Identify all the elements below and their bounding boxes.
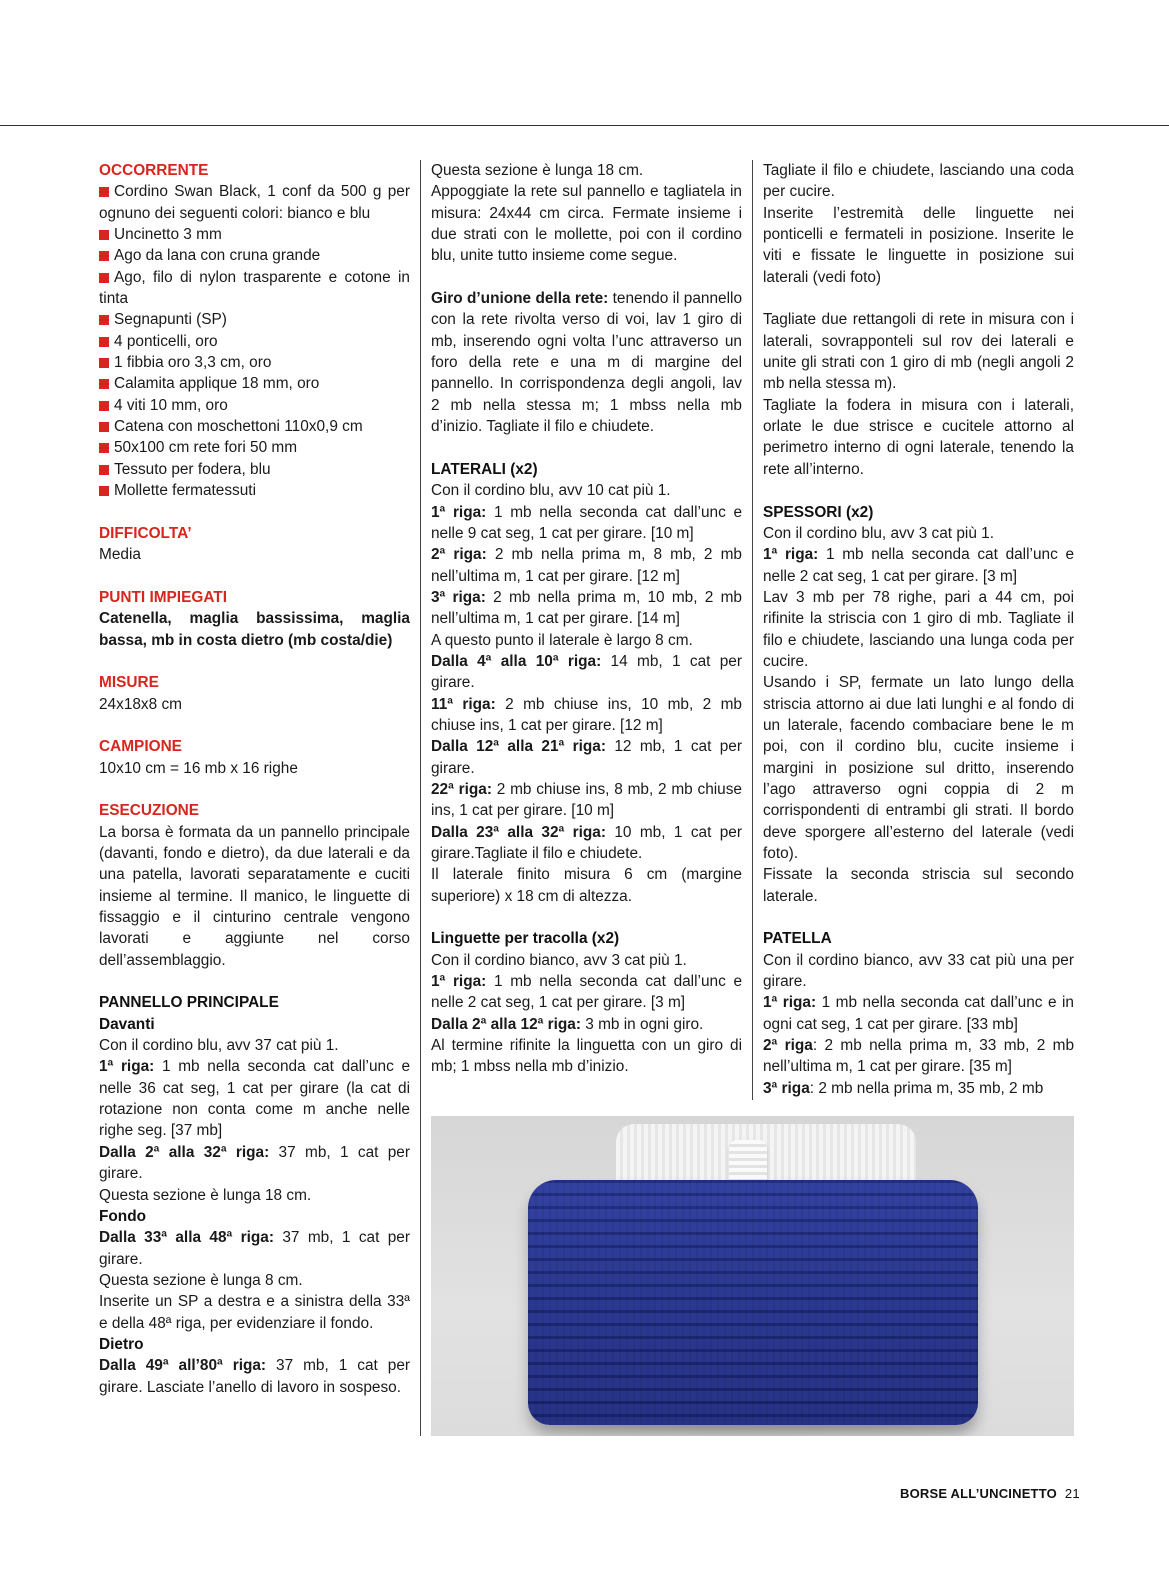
linguette-line-1: Con il cordino bianco, avv 3 cat più 1.: [431, 951, 687, 969]
red-square-bullet-icon: [99, 187, 109, 197]
spessori-line-1: Con il cordino blu, avv 3 cat più 1.: [763, 524, 994, 542]
red-square-bullet-icon: [99, 379, 109, 389]
occorrente-heading: OCCORRENTE: [99, 162, 209, 179]
red-square-bullet-icon: [99, 315, 109, 325]
linguette-heading: Linguette per tracolla (x2): [431, 930, 620, 948]
esecuzione-text: La borsa è formata da un pannello principale (davanti, fondo e dietro), da due laterali e da una patella, lavorati separatamente e cuciti insieme al termine. Il manico, le linguette di fissaggio e il cinturino centrale vengono lavorati e aggiunte nel corso dell’assemblaggio.: [99, 823, 410, 969]
material-item: Mollette fermatessuti: [99, 480, 410, 501]
column-2: [431, 160, 742, 1078]
punti-heading: PUNTI IMPIEGATI: [99, 588, 227, 606]
pannello-heading: PANNELLO PRINCIPALE: [99, 994, 279, 1012]
laterali-row-22: 22ª riga: 2 mb chiuse ins, 8 mb, 2 mb chiuse ins, 1 cat per girare. [10 m]: [431, 780, 742, 820]
spessori-line-4: Fissate la seconda striscia sul secondo laterale.: [763, 866, 1074, 905]
davanti-line-2: Questa sezione è lunga 18 cm.: [99, 1186, 312, 1204]
red-square-bullet-icon: [99, 422, 109, 432]
patella-row-1: 1ª riga: 1 mb nella seconda cat dall’unc e in ogni cat seg, 1 cat per girare. [33 mb]: [763, 994, 1074, 1033]
column-divider-2: [752, 160, 753, 1100]
material-item: Segnapunti (SP): [99, 309, 410, 330]
dietro-row: Dalla 49ª all’80ª riga: 37 mb, 1 cat per girare. Lasciate l’anello di lavoro in sospeso.: [99, 1357, 410, 1396]
campione-heading: CAMPIONE: [99, 738, 182, 756]
material-item: 4 viti 10 mm, oro: [99, 395, 410, 416]
page-footer: [900, 1486, 1080, 1501]
campione-text: 10x10 cm = 16 mb x 16 righe: [99, 759, 298, 777]
linguette-row-2: Dalla 2ª alla 12ª riga: 3 mb in ogni giro.: [431, 1015, 704, 1033]
col2-line-2: Appoggiate la rete sul pannello e tagliatela in misura: 24x44 cm circa. Fermate insieme i due strati con le mollette, poi con il cordino blu, unite tutto insieme come segue.: [431, 183, 742, 265]
laterali-row-23: Dalla 23ª alla 32ª riga: 10 mb, 1 cat per girare.Tagliate il filo e chiudete.: [431, 823, 742, 862]
laterali-row-12: Dalla 12ª alla 21ª riga: 12 mb, 1 cat per girare.: [431, 738, 742, 777]
material-item: Ago, filo di nylon trasparente e cotone in tinta: [99, 268, 410, 308]
laterali-heading: LATERALI (x2): [431, 460, 538, 478]
patella-heading: PATELLA: [763, 930, 832, 948]
dietro-heading: Dietro: [99, 1335, 144, 1353]
misure-text: 24x18x8 cm: [99, 695, 182, 713]
laterali-row-1: 1ª riga: 1 mb nella seconda cat dall’unc e nelle 9 cat seg, 1 cat per girare. [10 m]: [431, 503, 742, 542]
davanti-row-2: Dalla 2ª alla 32ª riga: 37 mb, 1 cat per girare.: [99, 1143, 410, 1183]
col3-line-4: Tagliate la fodera in misura con i laterali, orlate le due strisce e cucitele attorno al perimetro interno di ogni laterale, tenendo la rete all’interno.: [763, 396, 1074, 478]
laterali-row-4: Dalla 4ª alla 10ª riga: 14 mb, 1 cat per girare.: [431, 652, 742, 692]
red-square-bullet-icon: [99, 358, 109, 368]
laterali-row-2: 2ª riga: 2 mb nella prima m, 8 mb, 2 mb nell’ultima m, 1 cat per girare. [12 m]: [431, 546, 742, 585]
red-square-bullet-icon: [99, 251, 109, 261]
material-item: 4 ponticelli, oro: [99, 331, 410, 352]
page-number: 21: [1064, 1486, 1080, 1501]
patella-row-3: 3ª riga: 2 mb nella prima m, 35 mb, 2 mb: [763, 1079, 1044, 1097]
spessori-heading: SPESSORI (x2): [763, 503, 874, 521]
spessori-line-2: Lav 3 mb per 78 righe, pari a 44 cm, poi rifinite la striscia con 1 giro di mb. Tagliate il filo e chiudete, lasciando una lunga coda per cucire.: [763, 588, 1074, 670]
material-item: 50x100 cm rete fori 50 mm: [99, 437, 410, 458]
laterali-row-11: 11ª riga: 2 mb chiuse ins, 10 mb, 2 mb chiuse ins, 1 cat per girare. [12 m]: [431, 695, 742, 734]
red-square-bullet-icon: [99, 230, 109, 240]
red-square-bullet-icon: [99, 401, 109, 411]
column-divider-1: [420, 160, 421, 1436]
spessori-line-3: Usando i SP, fermate un lato lungo della striscia attorno ai due lati lunghi e al fondo di un laterale, facendo combaciare bene le m poi, con il cordino blu, cucite insieme i margini in posizione sul dritto, inserendo l’ago attraverso ogni coppia di 2 m corrispondenti di entrambi gli strati. Il bordo deve sporgere all’esterno del laterale (vedi foto).: [763, 674, 1074, 862]
material-item: Calamita applique 18 mm, oro: [99, 373, 410, 394]
esecuzione-heading: ESECUZIONE: [99, 802, 200, 820]
punti-text: Catenella, maglia bassissima, maglia bassa, mb in costa dietro (mb costa/die): [99, 610, 410, 649]
material-item: Cordino Swan Black, 1 conf da 500 g per ognuno dei seguenti colori: bianco e blu: [99, 183, 410, 222]
bag-photo: [431, 1116, 1074, 1436]
material-item: Tessuto per fodera, blu: [99, 459, 410, 480]
fondo-row: Dalla 33ª alla 48ª riga: 37 mb, 1 cat per girare.: [99, 1229, 410, 1268]
col3-line-3: Tagliate due rettangoli di rete in misura con i laterali, sovrapponteli sul rov dei laterali e unite gli strati con 1 giro di mb (negli angoli 2 mb nella stessa m).: [763, 311, 1074, 393]
linguette-row-1: 1ª riga: 1 mb nella seconda cat dall’unc e nelle 2 cat seg, 1 cat per girare. [3 m]: [431, 973, 742, 1012]
laterali-line-3: Il laterale finito misura 6 cm (margine superiore) x 18 cm di altezza.: [431, 866, 742, 905]
col2-line-1: Questa sezione è lunga 18 cm.: [431, 162, 644, 179]
difficolta-heading: DIFFICOLTA’: [99, 524, 192, 542]
footer-title: BORSE ALL’UNCINETTO: [900, 1486, 1057, 1501]
material-item: 1 fibbia oro 3,3 cm, oro: [99, 352, 410, 373]
material-item: Catena con moschettoni 110x0,9 cm: [99, 416, 410, 437]
davanti-heading: Davanti: [99, 1015, 155, 1033]
linguette-line-2: Al termine rifinite la linguetta con un giro di mb; 1 mbss nella mb d’inizio.: [431, 1037, 742, 1076]
top-rule: [0, 125, 1169, 126]
laterali-line-1: Con il cordino blu, avv 10 cat più 1.: [431, 482, 671, 500]
red-square-bullet-icon: [99, 337, 109, 347]
column-1: [99, 160, 410, 1398]
laterali-row-3: 3ª riga: 2 mb nella prima m, 10 mb, 2 mb nell’ultima m, 1 cat per girare. [14 m]: [431, 588, 742, 628]
col3-line-1: Tagliate il filo e chiudete, lasciando una coda per cucire.: [763, 162, 1074, 201]
bag-body-blue: [528, 1180, 978, 1425]
col3-line-2: Inserite l’estremità delle linguette nei ponticelli e fermateli in posizione. Inserite le viti e fissate le linguette in posizione sui laterali (vedi foto): [763, 204, 1074, 286]
davanti-line-1: Con il cordino blu, avv 37 cat più 1.: [99, 1037, 339, 1055]
patella-line-1: Con il cordino bianco, avv 33 cat più una per girare.: [763, 951, 1074, 991]
laterali-line-2: A questo punto il laterale è largo 8 cm.: [431, 631, 693, 649]
misure-heading: MISURE: [99, 674, 159, 692]
red-square-bullet-icon: [99, 465, 109, 475]
giro-unione: Giro d’unione della rete: tenendo il pannello con la rete rivolta verso di voi, lav 1 giro di mb, inserendo ogni volta l’unc attraverso un foro della rete e una m di margine del pannello. In corrispondenza degli angoli, lav 2 mb nella stessa m; 1 mbss nella mb d’inizio. Tagliate il filo e chiudete.: [431, 290, 743, 436]
fondo-line-2: Inserite un SP a destra e a sinistra della 33ª e della 48ª riga, per evidenziare il fondo.: [99, 1293, 410, 1332]
spessori-row-1: 1ª riga: 1 mb nella seconda cat dall’unc e nelle 2 cat seg, 1 cat per girare. [3 m]: [763, 546, 1074, 585]
materials-list: [99, 181, 410, 501]
fondo-line-1: Questa sezione è lunga 8 cm.: [99, 1271, 303, 1289]
column-3: [763, 160, 1074, 1099]
red-square-bullet-icon: [99, 443, 109, 453]
material-item: Uncinetto 3 mm: [99, 224, 410, 245]
red-square-bullet-icon: [99, 273, 109, 283]
difficolta-text: Media: [99, 546, 141, 564]
material-item: Ago da lana con cruna grande: [99, 245, 410, 266]
red-square-bullet-icon: [99, 486, 109, 496]
patella-row-2: 2ª riga: 2 mb nella prima m, 33 mb, 2 mb nell’ultima m, 1 cat per girare. [35 m]: [763, 1037, 1075, 1076]
fondo-heading: Fondo: [99, 1207, 147, 1225]
davanti-row-1: 1ª riga: 1 mb nella seconda cat dall’unc e nelle 36 cat seg, 1 cat per girare (la cat di rotazione non conta come m anche nelle righe seg. [37 mb]: [99, 1058, 410, 1140]
